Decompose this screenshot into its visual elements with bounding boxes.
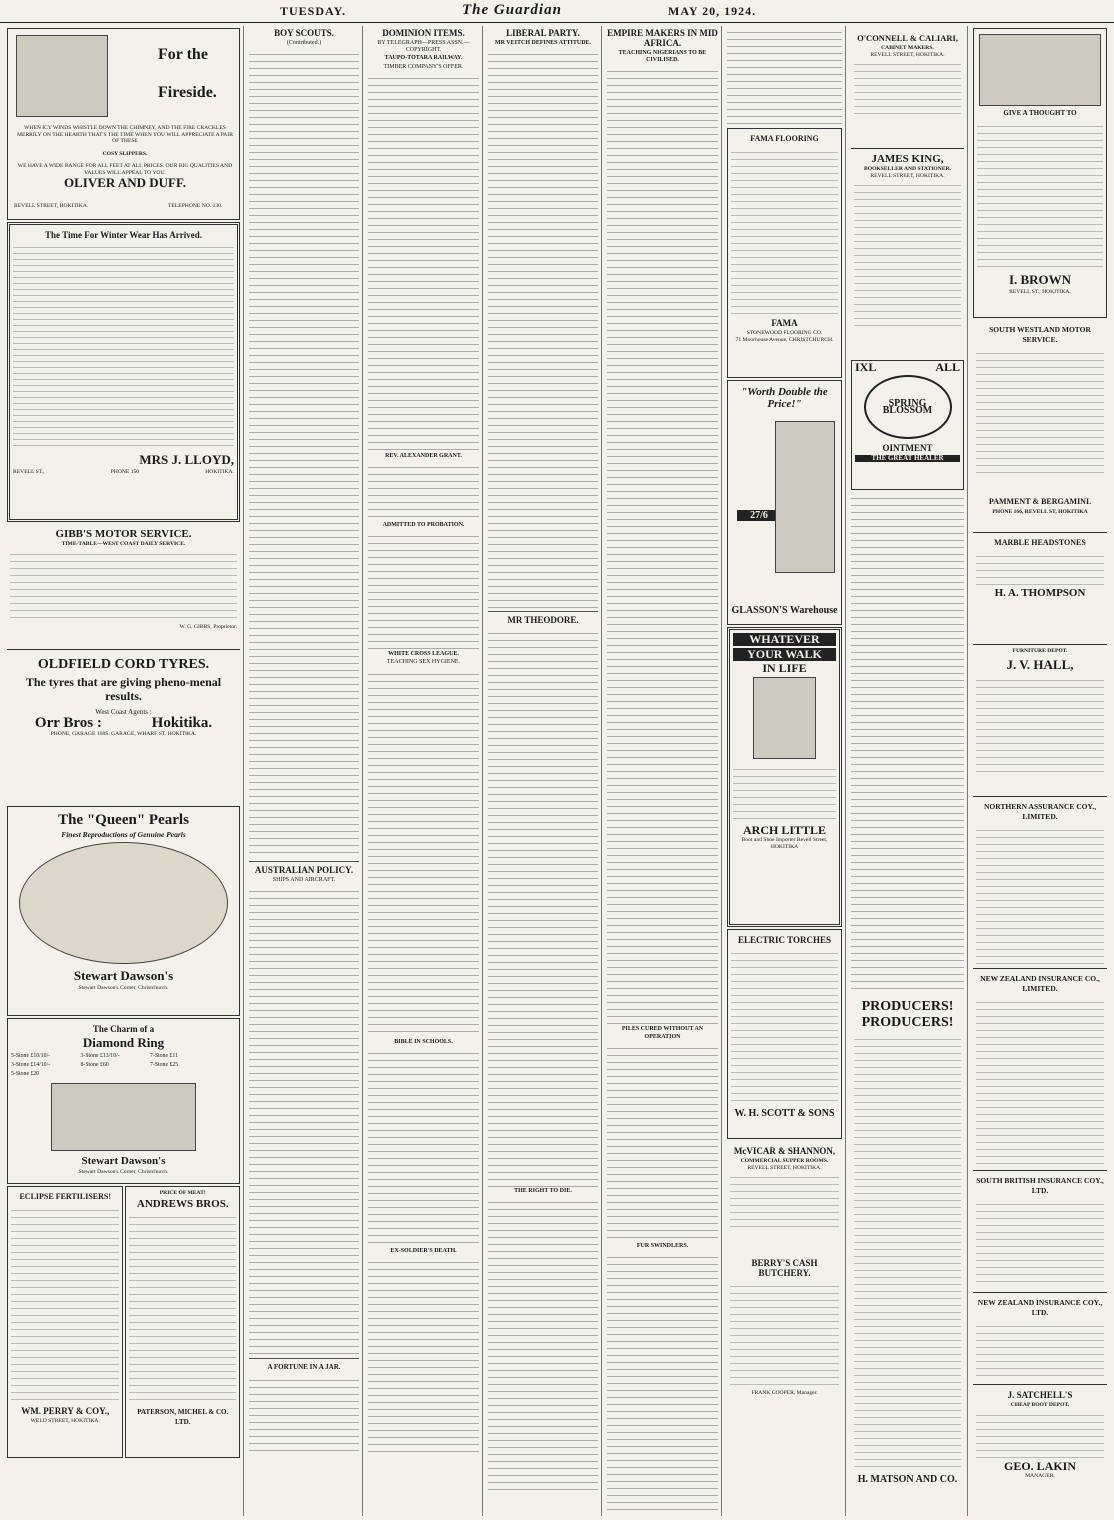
fama-address: 71 Moorhouse Avenue, CHRISTCHURCH.	[735, 336, 834, 343]
empire-sub: TEACHING NIGERIANS TO BE CIVILISED.	[618, 50, 707, 64]
ad-eclipse-fertilisers	[7, 1186, 123, 1458]
blossom-top	[855, 360, 960, 374]
worth-price: 27/6	[737, 510, 781, 521]
ad-worth-double	[727, 380, 842, 625]
oconnell-title: O'CONNELL & CALIARI,	[857, 33, 958, 43]
winter-address: REVELL ST.,	[13, 469, 45, 476]
pamment-title: PAMMENT & BERGAMINI.	[988, 497, 1092, 506]
diamond-price: 7-Stone £11	[150, 1053, 178, 1059]
mcvicar-body	[730, 1171, 839, 1231]
fertilisers-address: WELD STREET, HOKITIKA.	[30, 1418, 100, 1424]
winter-title: The Time For Winter Wear Has Arrived.	[45, 230, 202, 240]
ad-queen-pearls	[7, 806, 240, 1016]
oconnell-address: REVELL STREET, HOKITIKA.	[870, 51, 945, 58]
news-column-4	[485, 26, 602, 1516]
piles-title: PILES CURED WITHOUT AN OPERATION	[621, 1026, 704, 1040]
southwestland-title: SOUTH WESTLAND MOTOR SERVICE.	[989, 325, 1091, 344]
continued-text	[727, 26, 842, 126]
whatever-line-2: YOUR WALK	[733, 648, 836, 661]
nz-ins-2-title: NEW ZEALAND INSURANCE COY., LTD.	[977, 1298, 1103, 1317]
torches-firm: W. H. SCOTT & SONS	[734, 1108, 835, 1119]
ad-nz-insurance-2	[973, 1292, 1107, 1382]
winter-footer	[13, 469, 234, 476]
diamond-price: 7-Stone £25	[150, 1062, 179, 1069]
ad-diamond-ring	[7, 1018, 240, 1184]
andrews-title: ANDREWS BROS.	[136, 1197, 229, 1210]
king-address: REVELL STREET, HOKITIKA.	[870, 172, 945, 179]
ads-jewellery	[7, 804, 240, 1184]
oldfield-phone: PHONE, GARAGE 168S. GARAGE, WHARF ST. HOKITIKA.	[50, 731, 197, 738]
king-sub: BOOKSELLER AND STATIONER.	[864, 166, 951, 172]
diamond-title-2: Diamond Ring	[82, 1035, 165, 1050]
dominion-s5: WHITE CROSS LEAGUE.	[388, 651, 459, 658]
diamond-firm: Stewart Dawson's	[81, 1154, 166, 1167]
ad-jv-hall	[973, 644, 1107, 794]
column-rule	[249, 1358, 359, 1359]
dominion-sub: BY TELEGRAPH—PRESS ASSN.—COPYRIGHT.	[377, 40, 470, 54]
fireside-firm: OLIVER AND DUFF.	[64, 175, 186, 190]
blossom-emblem	[864, 375, 952, 439]
gibbs-sign: W. G. GIBBS, Proprietor.	[179, 623, 237, 630]
masthead-paper-title: The Guardian	[462, 2, 562, 18]
whatever-line-3: IN LIFE	[762, 661, 807, 676]
ad-i-brown	[973, 28, 1107, 318]
mcvicar-title: McVICAR & SHANNON,	[733, 1146, 836, 1156]
brown-address: REVELL ST., HOKITIKA.	[1009, 289, 1071, 295]
ad-oconnell-caliari	[851, 28, 964, 146]
winter-firm: MRS J. LLOYD,	[139, 452, 234, 467]
nz-ins-2-body	[976, 1320, 1104, 1380]
thompson-body	[976, 550, 1104, 586]
dominion-s3: REV. ALEXANDER GRANT.	[385, 452, 462, 459]
fortune-title: A FORTUNE IN A JAR.	[267, 1363, 341, 1372]
oldfield-agents-row	[10, 715, 237, 732]
oconnell-body	[854, 58, 961, 120]
dominion-s4: ADMITTED TO PROBATION.	[382, 522, 465, 529]
southwestland-body	[976, 347, 1104, 473]
dominion-body-4	[368, 668, 479, 1038]
bottom-ads-left	[7, 1184, 240, 1460]
dominion-s1: TAUPO-TOTARA RAILWAY.	[384, 55, 463, 62]
ad-oldfield-tyres	[7, 652, 240, 802]
diamond-price: 5-Stone £10/10/-	[11, 1053, 51, 1059]
andrews-top: PRICE OF MEAT!	[159, 1190, 206, 1196]
oldfield-agents: Orr Bros :	[34, 715, 102, 732]
fur-swindlers-body	[607, 1251, 718, 1516]
thompson-title: MARBLE HEADSTONES	[994, 538, 1086, 547]
australian-policy-title: AUSTRALIAN POLICY.	[254, 865, 354, 876]
hall-body	[976, 674, 1104, 774]
satchell-title: J. SATCHELL'S	[1007, 1390, 1073, 1400]
pearl-necklace-illustration	[19, 842, 228, 964]
thompson-firm: H. A. THOMPSON	[994, 587, 1086, 599]
ad-james-king	[851, 148, 964, 358]
ad-winter-wear	[7, 222, 240, 522]
fertilisers-body	[11, 1204, 119, 1404]
producers-body	[854, 1033, 961, 1473]
fireside-range: WE HAVE A WIDE RANGE FOR ALL FEET AT ALL PRICES. OUR BIG QUALITIES AND VALUES WILL APPEAL TO YOU.	[17, 163, 233, 176]
winter-town: HOKITIKA.	[205, 469, 234, 476]
brown-body	[977, 120, 1103, 270]
dominion-body-5	[368, 1047, 479, 1247]
coat-illustration	[775, 421, 835, 573]
piles-body	[607, 1042, 718, 1242]
ad-column-right	[970, 26, 1110, 1516]
nz-ins-body	[976, 996, 1104, 1166]
producers-firm: H. MATSON AND CO.	[857, 1474, 958, 1485]
dominion-body-1	[368, 72, 479, 452]
theodore-body	[488, 627, 598, 1187]
winter-body-text	[13, 242, 234, 450]
blossom-body	[851, 492, 964, 992]
dominion-s8: EX-SOLDIER'S DEATH.	[390, 1247, 457, 1254]
satchell-sub: CHEAP BOOT DEPOT.	[1010, 1402, 1070, 1408]
oconnell-sub: CABINET MAKERS.	[881, 45, 934, 51]
diamond-price: 3-Stone £14/10/-	[11, 1062, 51, 1069]
hall-title: FURNITURE DEPOT.	[1012, 648, 1068, 654]
news-column-5	[604, 26, 722, 1516]
ad-satchell	[973, 1384, 1107, 1504]
diamond-prices	[11, 1053, 236, 1079]
liberal-sub: MR VEITCH DEFINES ATTITUDE.	[494, 40, 592, 46]
column-rule	[488, 611, 598, 612]
fireside-title-1: For the	[158, 46, 208, 63]
blossom-word: SPRING BLOSSOM	[882, 398, 933, 417]
right-to-die-body	[488, 1196, 598, 1496]
whatever-body	[733, 763, 836, 823]
brown-title: GIVE A THOUGHT TO	[1003, 109, 1077, 117]
ad-gibbs-motor	[7, 524, 240, 650]
bicycle-illustration	[979, 34, 1101, 106]
oldfield-tagline: The tyres that are giving pheno-menal results.	[25, 675, 222, 703]
blossom-top-2: ALL	[935, 360, 960, 374]
andrews-body	[129, 1211, 236, 1405]
queen-sub: Finest Reproductions of Genuine Pearls	[61, 830, 186, 839]
ad-thompson	[973, 532, 1107, 642]
oldfield-title: OLDFIELD CORD TYRES.	[37, 657, 210, 672]
torches-body	[731, 947, 838, 1107]
satchell-body	[976, 1409, 1104, 1459]
fortune-body	[249, 1374, 359, 1454]
berry-title: BERRY'S CASH BUTCHERY.	[751, 1258, 818, 1278]
ad-whatever-your-walk	[727, 627, 842, 927]
ad-column-left	[4, 26, 244, 1516]
fama-firm-2: STONEWOOD FLOORING CO.	[746, 330, 823, 336]
south-british-body	[976, 1198, 1104, 1288]
fertilisers-title: ECLIPSE FERTILISERS!	[19, 1192, 111, 1201]
stewart-dawson-ads	[7, 804, 240, 1184]
ad-mcvicar	[727, 1141, 842, 1251]
masthead	[0, 0, 1114, 23]
hall-firm: J. V. HALL,	[1006, 656, 1074, 672]
ad-column-6	[724, 26, 846, 1516]
fireside-item: COSY SLIPPERS.	[102, 151, 148, 157]
whatever-firm: ARCH LITTLE	[742, 823, 827, 838]
fama-body	[731, 146, 838, 316]
andrews-firm: PATERSON, MICHEL & CO. LTD.	[137, 1407, 229, 1426]
boy-scouts-body	[249, 48, 359, 858]
pamment-phone: PHONE 166, REVELL ST, HOKITIKA	[992, 509, 1088, 515]
gibbs-sub: TIME-TABLE—WEST COAST DAILY SERVICE.	[61, 541, 186, 547]
australian-policy-body	[249, 885, 359, 1355]
dominion-s7: BIBLE IN SCHOOLS.	[394, 1038, 453, 1045]
theodore-title: MR THEODORE.	[507, 615, 579, 626]
king-body	[854, 179, 961, 329]
ad-pamment	[973, 492, 1107, 530]
berry-manager: FRANK COOPER, Manager.	[751, 1390, 818, 1396]
fama-title: FAMA FLOORING	[750, 134, 819, 143]
mcvicar-address: REVELL STREET, HOKITIKA.	[747, 1164, 822, 1171]
queen-address: Stewart Dawson's Corner, Christchurch.	[78, 985, 169, 992]
right-to-die-title: THE RIGHT TO DIE.	[514, 1188, 572, 1195]
empire-body	[607, 65, 718, 1025]
fama-firm: FAMA	[771, 318, 798, 328]
slipper-illustration	[16, 35, 108, 117]
ring-illustrations	[51, 1083, 196, 1151]
ad-electric-torches	[727, 929, 842, 1139]
winter-phone: PHONE 150	[110, 469, 140, 476]
ad-producers	[851, 994, 964, 1494]
dominion-body-2	[368, 461, 479, 521]
whatever-line-1: WHATEVER	[733, 633, 836, 646]
brown-firm: I. BROWN	[1008, 272, 1072, 287]
king-title: JAMES KING,	[871, 153, 944, 165]
producers-title: PRODUCERS! PRODUCERS!	[861, 999, 954, 1030]
fireside-blurb: WHEN ICY WINDS WHISTLE DOWN THE CHIMNEY, AND THE FIRE CRACKLES MERRILY ON THE HEARTH THAT'S THE TIME WHEN YOU WILL APPRECIATE A PAIR OF THESE	[17, 125, 233, 144]
ad-column-7	[848, 26, 968, 1516]
ad-berrys-butchery	[727, 1253, 842, 1403]
blossom-sub: OINTMENT	[882, 443, 933, 454]
ad-fama-flooring	[727, 128, 842, 378]
satchell-manager: MANAGER.	[1025, 1472, 1055, 1479]
fireside-phone: TELEPHONE NO. 130.	[168, 203, 223, 209]
masthead-date: MAY 20, 1924.	[668, 4, 757, 18]
boy-scouts-sub: (Contributed.)	[286, 40, 322, 46]
ad-south-westland	[973, 320, 1107, 490]
gibbs-title: GIBB'S MOTOR SERVICE.	[55, 528, 192, 540]
nz-ins-title: NEW ZEALAND INSURANCE CO., LIMITED.	[980, 974, 1100, 993]
dominion-body-3	[368, 530, 479, 650]
news-column-3	[365, 26, 483, 1516]
news-column-2	[246, 26, 363, 1516]
ad-spring-blossom	[851, 360, 964, 490]
ad-andrews-bros	[125, 1186, 240, 1458]
boy-scouts-title: BOY SCOUTS.	[274, 28, 334, 38]
ad-nz-insurance	[973, 968, 1107, 1168]
dominion-s6: TEACHING SEX HYGIENE.	[386, 659, 461, 666]
liberal-title: LIBERAL PARTY.	[506, 28, 580, 38]
fertilisers-firm: WM. PERRY & COY.,	[21, 1406, 110, 1416]
liberal-body	[488, 48, 598, 608]
fireside-title-2: Fireside.	[158, 84, 217, 101]
south-british-title: SOUTH BRITISH INSURANCE COY., LTD.	[976, 1176, 1104, 1195]
queen-title: The "Queen" Pearls	[58, 812, 189, 828]
empire-title: EMPIRE MAKERS IN MID AFRICA.	[607, 28, 718, 48]
ad-south-british	[973, 1170, 1107, 1290]
oldfield-town: Hokitika.	[151, 715, 213, 732]
blossom-healer: THE GREAT HEALER	[855, 455, 960, 462]
satchell-firm: GEO. LAKIN	[1003, 1458, 1076, 1473]
whatever-sub: Boot and Shoe Importer Revell Street, HOKITIKA	[741, 837, 828, 850]
mcvicar-sub: COMMERCIAL SUPPER ROOMS.	[740, 1158, 829, 1164]
northern-title: NORTHERN ASSURANCE COY., LIMITED.	[984, 802, 1096, 821]
dominion-body-6	[368, 1256, 479, 1456]
diamond-address: Stewart Dawson's Corner, Christchurch.	[78, 1168, 169, 1175]
oldfield-agents-label: West Coast Agents :	[95, 708, 152, 716]
diamond-price: 5-Stone £20	[11, 1071, 40, 1078]
gibbs-timetable	[10, 548, 237, 624]
masthead-day: TUESDAY.	[280, 4, 347, 18]
northern-body	[976, 824, 1104, 964]
fireside-address: REVELL STREET, HOKITIKA.	[14, 203, 89, 209]
australian-policy-sub: SHIPS AND AIRCRAFT.	[272, 877, 336, 884]
dominion-title: DOMINION ITEMS.	[382, 28, 465, 38]
worth-firm: GLASSON'S Warehouse	[731, 605, 838, 616]
ad-fireside	[7, 28, 240, 220]
torches-title: ELECTRIC TORCHES	[738, 935, 831, 945]
diamond-price: 8-Stone £60	[80, 1062, 109, 1069]
ad-northern-assurance	[973, 796, 1107, 966]
column-rule	[249, 861, 359, 862]
berry-body	[730, 1280, 839, 1390]
blossom-top-1: IXL	[855, 360, 877, 374]
queen-firm: Stewart Dawson's	[73, 968, 174, 984]
boot-illustration	[753, 677, 816, 759]
worth-title: "Worth Double the Price!"	[741, 386, 828, 410]
dominion-s2: TIMBER COMPANY'S OFFER.	[383, 63, 464, 70]
fur-swindlers-title: FUR SWINDLERS.	[636, 1242, 689, 1249]
diamond-price: 3-Stone £13/10/-	[80, 1053, 120, 1059]
diamond-title-1: The Charm of a	[92, 1024, 155, 1034]
